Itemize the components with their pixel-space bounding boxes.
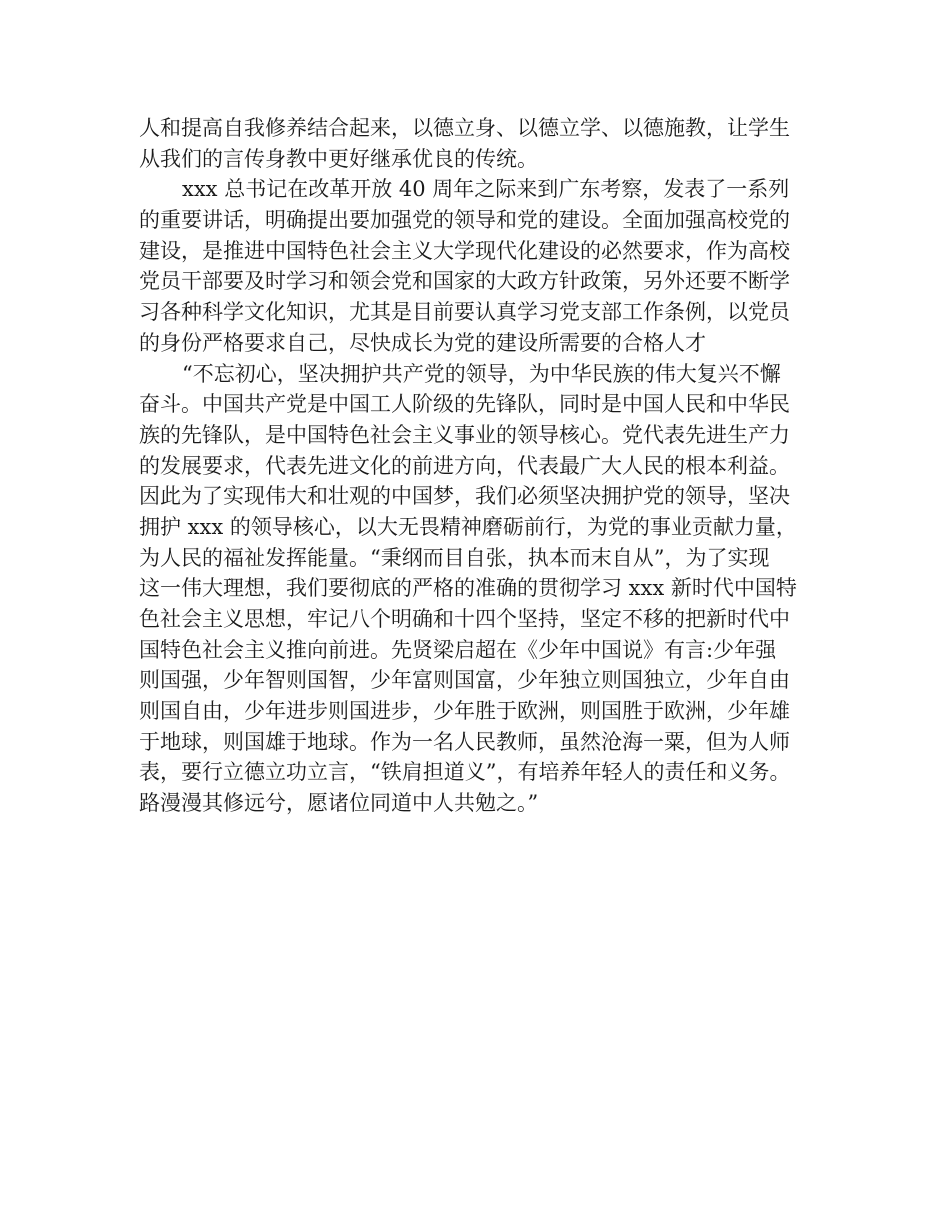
text-line: 国特色社会主义推向前进。先贤梁启超在《少年中国说》有言:少年强 — [139, 637, 777, 662]
text-line: 从我们的言传身教中更好继承优良的传统。 — [139, 146, 538, 171]
text-line: 党员干部要及时学习和领会党和国家的大政方针政策，另外还要不断学 — [139, 269, 790, 294]
text-line: 则国自由，少年进步则国进步，少年胜于欧洲，则国胜于欧洲，少年雄 — [139, 699, 790, 724]
text-line: 为人民的福祉发挥能量。“秉纲而目自张，执本而末自从”，为了实现 — [139, 545, 770, 570]
text-line: 这一伟大理想，我们要彻底的严格的准确的贯彻学习 xxx 新时代中国特 — [139, 576, 797, 601]
document-body — [139, 113, 839, 819]
paragraph-start-line: “不忘初心，坚决拥护共产党的领导，为中华民族的伟大复兴不懈 — [182, 361, 781, 386]
text-line: 族的先锋队，是中国特色社会主义事业的领导核心。党代表先进生产力 — [139, 422, 790, 447]
text-line: 人和提高自我修养结合起来，以德立身、以德立学、以德施教，让学生 — [139, 116, 790, 140]
text-line: 路漫漫其修远兮，愿诸位同道中人共勉之。” — [139, 791, 539, 816]
text-line: 建设，是推进中国特色社会主义大学现代化建设的必然要求，作为高校 — [139, 238, 790, 263]
text-line: 表，要行立德立功立言，“铁肩担道义”，有培养年轻人的责任和义务。 — [139, 760, 791, 785]
text-line: 色社会主义思想，牢记八个明确和十四个坚持，坚定不移的把新时代中 — [139, 607, 790, 631]
text-line: 的重要讲话，明确提出要加强党的领导和党的建设。全面加强高校党的 — [139, 208, 790, 233]
text-line: 则国强，少年智则国智，少年富则国富，少年独立则国独立，少年自由 — [139, 668, 790, 693]
text-line: 奋斗。中国共产党是中国工人阶级的先锋队，同时是中国人民和中华民 — [139, 392, 790, 417]
text-line: 的身份严格要求自己，尽快成长为党的建设所需要的合格人才 — [139, 330, 706, 355]
text-line: 的发展要求，代表先进文化的前进方向，代表最广大人民的根本利益。 — [139, 453, 790, 478]
text-line: 因此为了实现伟大和壮观的中国梦，我们必须坚决拥护党的领导，坚决 — [139, 484, 790, 509]
text-line: 拥护 xxx 的领导核心，以大无畏精神磨砺前行，为党的事业贡献力量， — [139, 514, 797, 539]
text-line: 习各种科学文化知识，尤其是目前要认真学习党支部工作条例，以党员 — [139, 300, 790, 325]
paragraph-start-line: xxx 总书记在改革开放 40 周年之际来到广东考察，发表了一系列 — [182, 177, 790, 202]
text-line: 于地球，则国雄于地球。作为一名人民教师，虽然沧海一粟，但为人师 — [139, 729, 790, 754]
